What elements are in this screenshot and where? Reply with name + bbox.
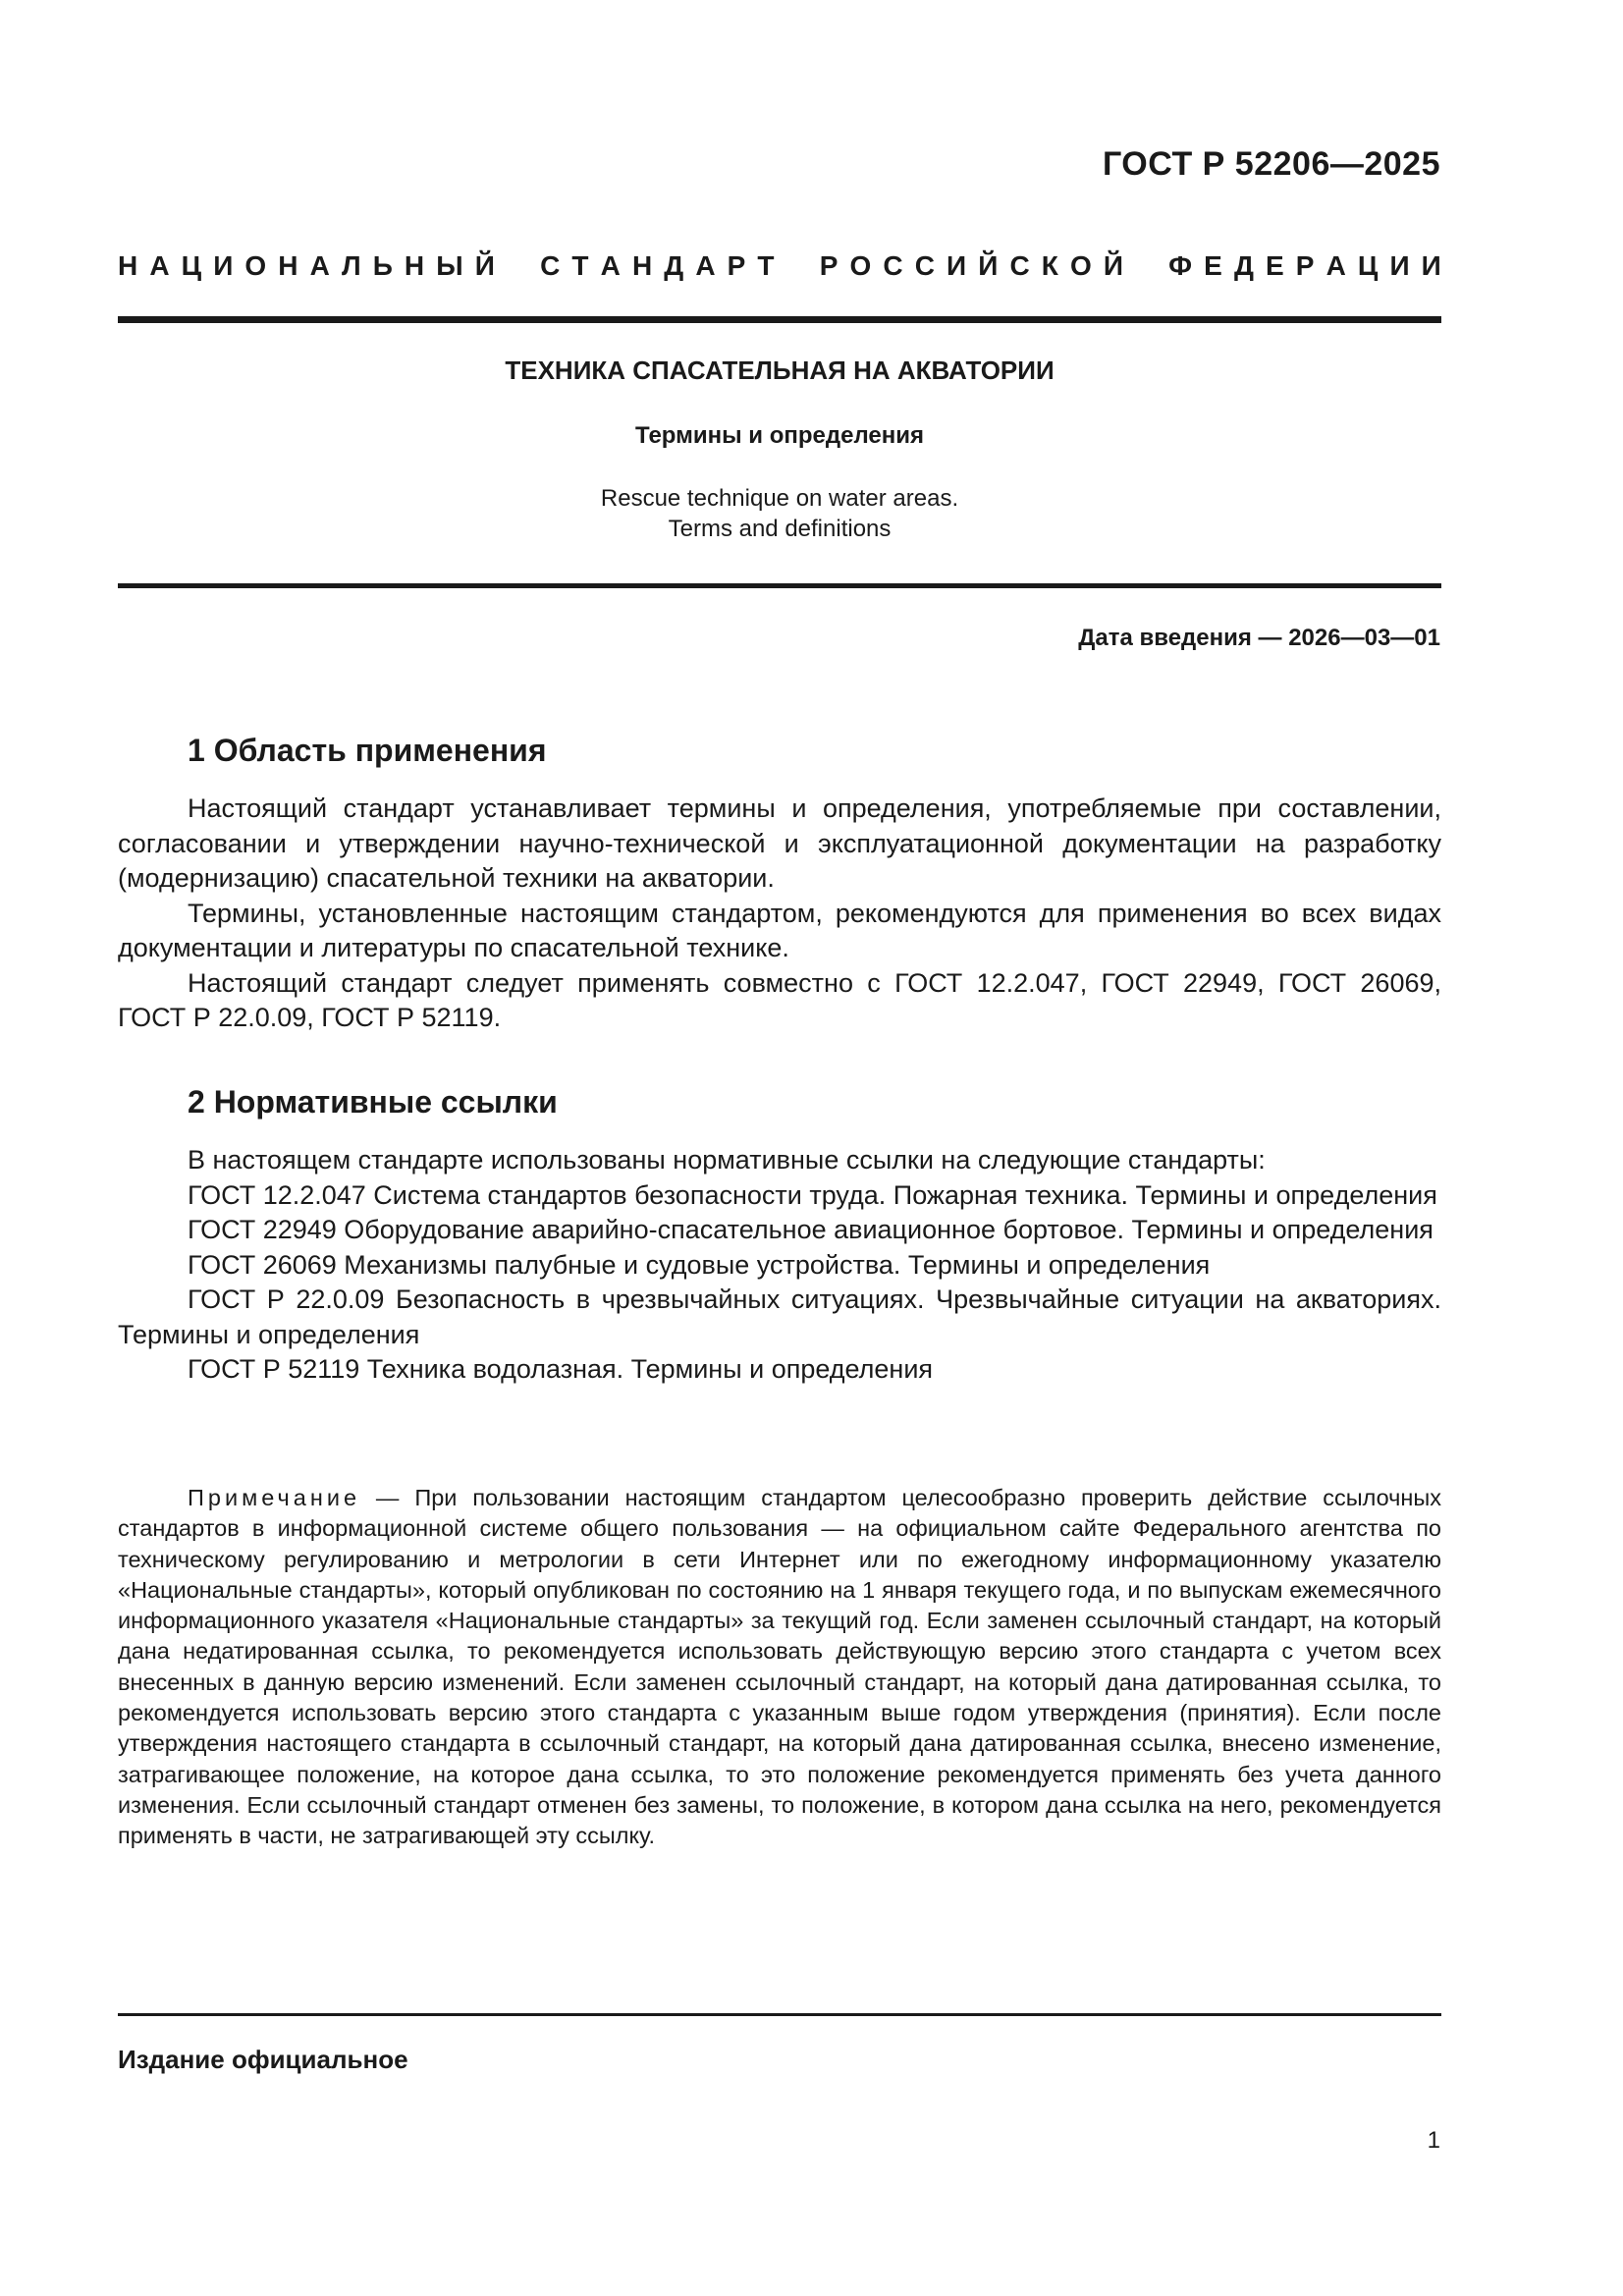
banner-letter: Ь xyxy=(372,250,393,281)
banner-letter: Д xyxy=(1233,250,1254,281)
banner-letter: С xyxy=(1009,250,1030,281)
banner-letter: Р xyxy=(819,250,839,281)
banner-letter: Й xyxy=(474,250,495,281)
note-block xyxy=(118,1483,1441,1852)
footer-rule xyxy=(118,2013,1441,2016)
banner-letter: И xyxy=(1421,250,1441,281)
page-number: 1 xyxy=(1427,2127,1440,2154)
section-2-body xyxy=(118,1143,1441,1388)
banner-letter: Н xyxy=(631,250,653,281)
section-2-intro: В настоящем стандарте использованы нормативные ссылки на следующие стандарты: xyxy=(188,1145,1266,1175)
banner-letter: Й xyxy=(978,250,999,281)
banner-letter: Т xyxy=(757,250,775,281)
banner-letter: О xyxy=(1069,250,1092,281)
banner-letter: А xyxy=(695,250,716,281)
banner-letter: С xyxy=(883,250,903,281)
note-label: Примечание xyxy=(188,1485,361,1510)
banner-letter: С xyxy=(540,250,561,281)
banner-gap xyxy=(786,250,808,282)
section-1-paragraph: Настоящий стандарт следует применять совместно с ГОСТ 12.2.047, ГОСТ 22949, ГОСТ 26069, ГОСТ Р 22.0.09, ГОСТ Р 52119. xyxy=(118,967,1441,1032)
section-1-body xyxy=(118,792,1441,1036)
reference-item: ГОСТ Р 52119 Техника водолазная. Термины и определения xyxy=(188,1354,934,1384)
standard-subtitle: Термины и определения xyxy=(634,422,925,449)
section-1-paragraph: Термины, установленные настоящим стандартом, рекомендуются для применения во всех видах документации и литературы по спасательной технике. xyxy=(118,898,1441,962)
banner-letter: О xyxy=(244,250,267,281)
date-of-introduction: Дата введения — 2026—03—01 xyxy=(1078,625,1440,651)
official-edition-label: Издание официальное xyxy=(118,2045,408,2074)
banner-letter: А xyxy=(1325,250,1346,281)
banner-letter: И xyxy=(213,250,234,281)
banner-letter: Н xyxy=(404,250,425,281)
banner-letter: А xyxy=(149,250,170,281)
banner-letter: А xyxy=(309,250,330,281)
banner-letter: Т xyxy=(571,250,589,281)
reference-item: ГОСТ 26069 Механизмы палубные и судовые устройства. Термины и определения xyxy=(188,1249,1211,1280)
banner-letter: А xyxy=(600,250,621,281)
banner-letter: Р xyxy=(1295,250,1315,281)
banner-letter: Н xyxy=(278,250,298,281)
banner-letter: Н xyxy=(118,250,138,281)
note-paragraph xyxy=(118,1483,1441,1852)
banner-letter: С xyxy=(914,250,935,281)
standard-title: ТЕХНИКА СПАСАТЕЛЬНАЯ НА АКВАТОРИИ xyxy=(505,355,1055,385)
banner-letter: Р xyxy=(727,250,746,281)
title-rule xyxy=(118,583,1441,588)
banner-gap xyxy=(1135,250,1157,282)
section-1-paragraph: Настоящий стандарт устанавливает термины и определения, употребляемые при составлении, согласовании и утверждении научно-технической и эксплуатационной документации на разработку (модернизацию) спасательной техники на акватории. xyxy=(118,793,1441,893)
banner-letter: Ц xyxy=(181,250,202,281)
reference-item: ГОСТ 12.2.047 Система стандартов безопасности труда. Пожарная техника. Термины и определения xyxy=(188,1179,1437,1210)
banner-letter: Е xyxy=(1204,250,1222,281)
banner-letter: О xyxy=(849,250,872,281)
english-title-line-1: Rescue technique on water areas. xyxy=(600,485,959,512)
banner-letter: И xyxy=(947,250,967,281)
english-title xyxy=(118,483,1441,544)
banner-letter: И xyxy=(1389,250,1410,281)
top-rule xyxy=(118,316,1441,323)
banner-gap xyxy=(507,250,528,282)
reference-item: ГОСТ Р 22.0.09 Безопасность в чрезвычайных ситуациях. Чрезвычайные ситуации на акваториях. Термины и определения xyxy=(118,1285,1441,1349)
banner-letter: Е xyxy=(1266,250,1284,281)
national-standard-banner xyxy=(118,250,1441,282)
banner-letter: Ц xyxy=(1357,250,1379,281)
banner-letter: Ы xyxy=(436,250,463,281)
banner-letter: К xyxy=(1041,250,1058,281)
banner-letter: Л xyxy=(341,250,361,281)
banner-letter: Ф xyxy=(1168,250,1193,281)
banner-letter: Й xyxy=(1103,250,1123,281)
section-1-heading: 1 Область применения xyxy=(188,733,547,768)
banner-letter: Д xyxy=(664,250,684,281)
reference-item: ГОСТ 22949 Оборудование аварийно-спасательное авиационное бортовое. Термины и определения xyxy=(188,1215,1434,1244)
section-2-heading: 2 Нормативные ссылки xyxy=(188,1084,558,1120)
standard-designation: ГОСТ Р 52206—2025 xyxy=(1102,145,1440,183)
english-title-line-2: Terms and definitions xyxy=(668,516,892,542)
note-text: — При пользовании настоящим стандартом целесообразно проверить действие ссылочных стандартов в информационной системе общего пользования — на официальном сайте Федерального агентства по техническому регулированию и метрологии в сети Интернет или по ежегодному информационному указателю «Национальные стандарты», который опубликован по состоянию на 1 января текущего года, и по выпускам ежемесячного информационного указателя «Национальные стандарты» за текущий год. Если заменен ссылочный стандарт, на который дана недатированная ссылка, то рекомендуется использовать действующую версию этого стандарта с учетом всех внесенных в данную версию изменений. Если заменен ссылочный стандарт, на который дана датированная ссылка, то рекомендуется использовать версию этого стандарта с указанным выше годом утверждения (принятия). Если после утверждения настоящего стандарта в ссылочный стандарт, на который дана датированная ссылка, внесено изменение, затрагивающее положение, на которое дана ссылка, то это положение рекомендуется применять без учета данного изменения. Если ссылочный стандарт отменен без замены, то положение, в котором дана ссылка на него, рекомендуется применять в части, не затрагивающей эту ссылку. xyxy=(118,1485,1441,1849)
